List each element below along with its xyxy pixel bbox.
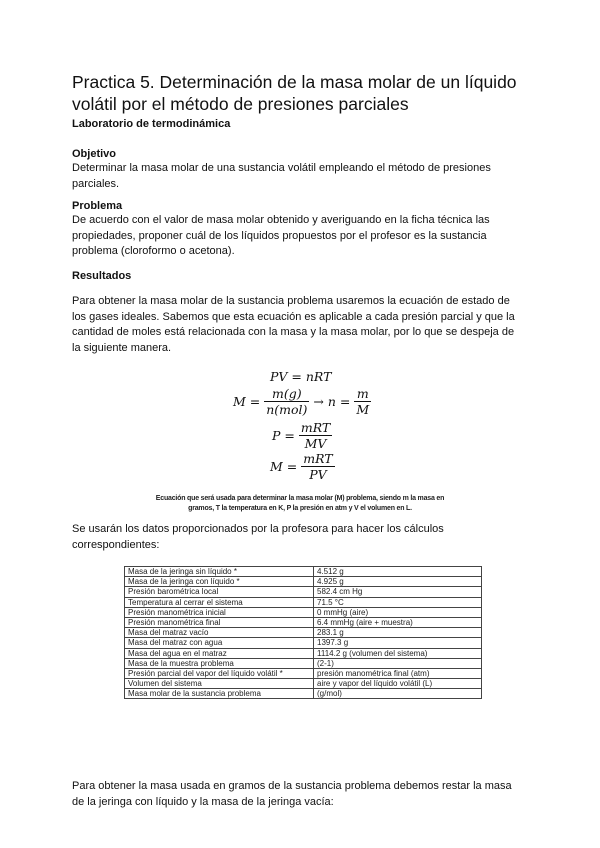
table-row (125, 628, 482, 638)
table-row (125, 679, 482, 689)
problema-heading: Problema (72, 200, 123, 212)
eq2-fraction (264, 386, 309, 417)
table-cell-label: Masa del agua en el matraz (125, 648, 314, 658)
table-row (125, 587, 482, 597)
caption-line-1: Ecuación que será usada para determinar la masa molar (M) problema, siendo m la masa en (155, 495, 445, 502)
resultados-line-2: los gases ideales. Sabemos que esta ecuación es aplicable a cada presión parcial y que la (72, 310, 515, 323)
eq2-denominator-2: M (356, 402, 370, 417)
eq3-lhs: P = (272, 428, 295, 443)
problema-line-1: De acuerdo con el valor de masa molar obtenido y averiguando en la ficha técnica las (72, 214, 490, 226)
table-cell-label: Masa del matraz con agua (125, 638, 314, 648)
caption-line-2: gramos, T la temperatura en K, P la presión en atm y V el volumen en L. (188, 505, 412, 512)
table-cell-label: Masa del matraz vacío (125, 628, 314, 638)
table-row (125, 617, 482, 627)
table-cell-value: 582.4 cm Hg (314, 587, 482, 597)
table-row (125, 689, 482, 699)
resultados-text (72, 294, 542, 356)
table-cell-value: 71.5 °C (314, 597, 482, 607)
table-cell-value: presión manométrica final (atm) (314, 668, 482, 678)
resultados-heading: Resultados (72, 270, 132, 282)
table-cell-value: 6.4 mmHg (aire + muestra) (314, 617, 482, 627)
page-title (72, 71, 542, 115)
table-cell-label: Presión barométrica local (125, 587, 314, 597)
table-row (125, 597, 482, 607)
eq2-lhs: M = (233, 394, 261, 409)
problema-text (72, 213, 542, 260)
table-intro-line-2: correspondientes: (72, 538, 160, 551)
eq2-fraction-2 (354, 386, 371, 417)
title-line-2: volátil por el método de presiones parciales (72, 94, 409, 114)
table-cell-value: aire y vapor del líquido volátil (L) (314, 679, 482, 689)
eq4-fraction (301, 451, 334, 482)
final-line-1: Para obtener la masa usada en gramos de la sustancia problema debemos restar la masa (72, 780, 512, 792)
table-row (125, 607, 482, 617)
objetivo-text (72, 161, 542, 192)
eq2-numerator: m(g) (272, 386, 302, 401)
table-cell-label: Presión parcial del vapor del líquido volátil * (125, 668, 314, 678)
equation-caption (130, 494, 470, 514)
table-cell-label: Volumen del sistema (125, 679, 314, 689)
final-paragraph (72, 779, 542, 810)
eq3-denominator: MV (299, 435, 332, 451)
table-cell-value: 4.925 g (314, 577, 482, 587)
equation-molar-mass (233, 386, 371, 417)
table-cell-label: Masa de la jeringa sin líquido * (125, 567, 314, 577)
table-cell-label: Masa molar de la sustancia problema (125, 689, 314, 699)
objetivo-heading: Objetivo (72, 148, 117, 160)
table-cell-value: (2-1) (314, 658, 482, 668)
table-intro-line-1: Se usarán los datos proporcionados por la profesora para hacer los cálculos (72, 523, 444, 535)
table-row (125, 668, 482, 678)
data-table (124, 566, 482, 699)
objetivo-line-1: Determinar la masa molar de una sustancia volátil empleando el método de presiones (72, 162, 491, 174)
table-cell-label: Masa de la jeringa con líquido * (125, 577, 314, 587)
eq2-arrow: → n = (313, 394, 351, 409)
eq3-numerator: mRT (300, 420, 331, 435)
eq2-denominator: n(mol) (266, 402, 308, 417)
table-row (125, 648, 482, 658)
eq4-denominator: PV (301, 466, 334, 482)
problema-line-2: propiedades, proponer cuál de los líquidos propuestos por el profesor es la sustancia (72, 229, 487, 242)
table-row (125, 567, 482, 577)
equation-pressure (272, 420, 332, 451)
table-intro (72, 522, 542, 553)
resultados-line-1: Para obtener la masa molar de la sustancia problema usaremos la ecuación de estado de (72, 295, 510, 307)
table-cell-value: 4.512 g (314, 567, 482, 577)
objetivo-line-2: parciales. (72, 177, 120, 190)
table-cell-value: (g/mol) (314, 689, 482, 699)
table-row (125, 658, 482, 668)
table-cell-label: Temperatura al cerrar el sistema (125, 597, 314, 607)
eq4-lhs: M = (270, 459, 298, 474)
equation-ideal-gas: PV = nRT (270, 369, 332, 384)
resultados-line-4: la siguiente manera. (72, 341, 172, 354)
table-cell-label: Presión manométrica inicial (125, 607, 314, 617)
final-line-2: de la jeringa con líquido y la masa de la jeringa vacía: (72, 795, 334, 808)
equation-molar-mass-final (270, 451, 335, 482)
subtitle: Laboratorio de termodinámica (72, 118, 231, 130)
problema-line-3: problema (cloroformo o acetona). (72, 245, 235, 257)
table-cell-value: 0 mmHg (aire) (314, 607, 482, 617)
table-row (125, 577, 482, 587)
table-cell-label: Presión manométrica final (125, 617, 314, 627)
eq3-fraction (299, 420, 332, 451)
title-line-1: Practica 5. Determinación de la masa molar de un líquido (72, 72, 517, 92)
eq2-numerator-2: m (356, 386, 369, 401)
table-cell-value: 283.1 g (314, 628, 482, 638)
table-cell-value: 1114.2 g (volumen del sistema) (314, 648, 482, 658)
table-row (125, 638, 482, 648)
table-cell-value: 1397.3 g (314, 638, 482, 648)
resultados-line-3: cantidad de moles está relacionada con la masa y la masa molar, por lo que se despeja de (72, 326, 515, 338)
table-cell-label: Masa de la muestra problema (125, 658, 314, 668)
eq4-numerator: mRT (303, 451, 333, 466)
